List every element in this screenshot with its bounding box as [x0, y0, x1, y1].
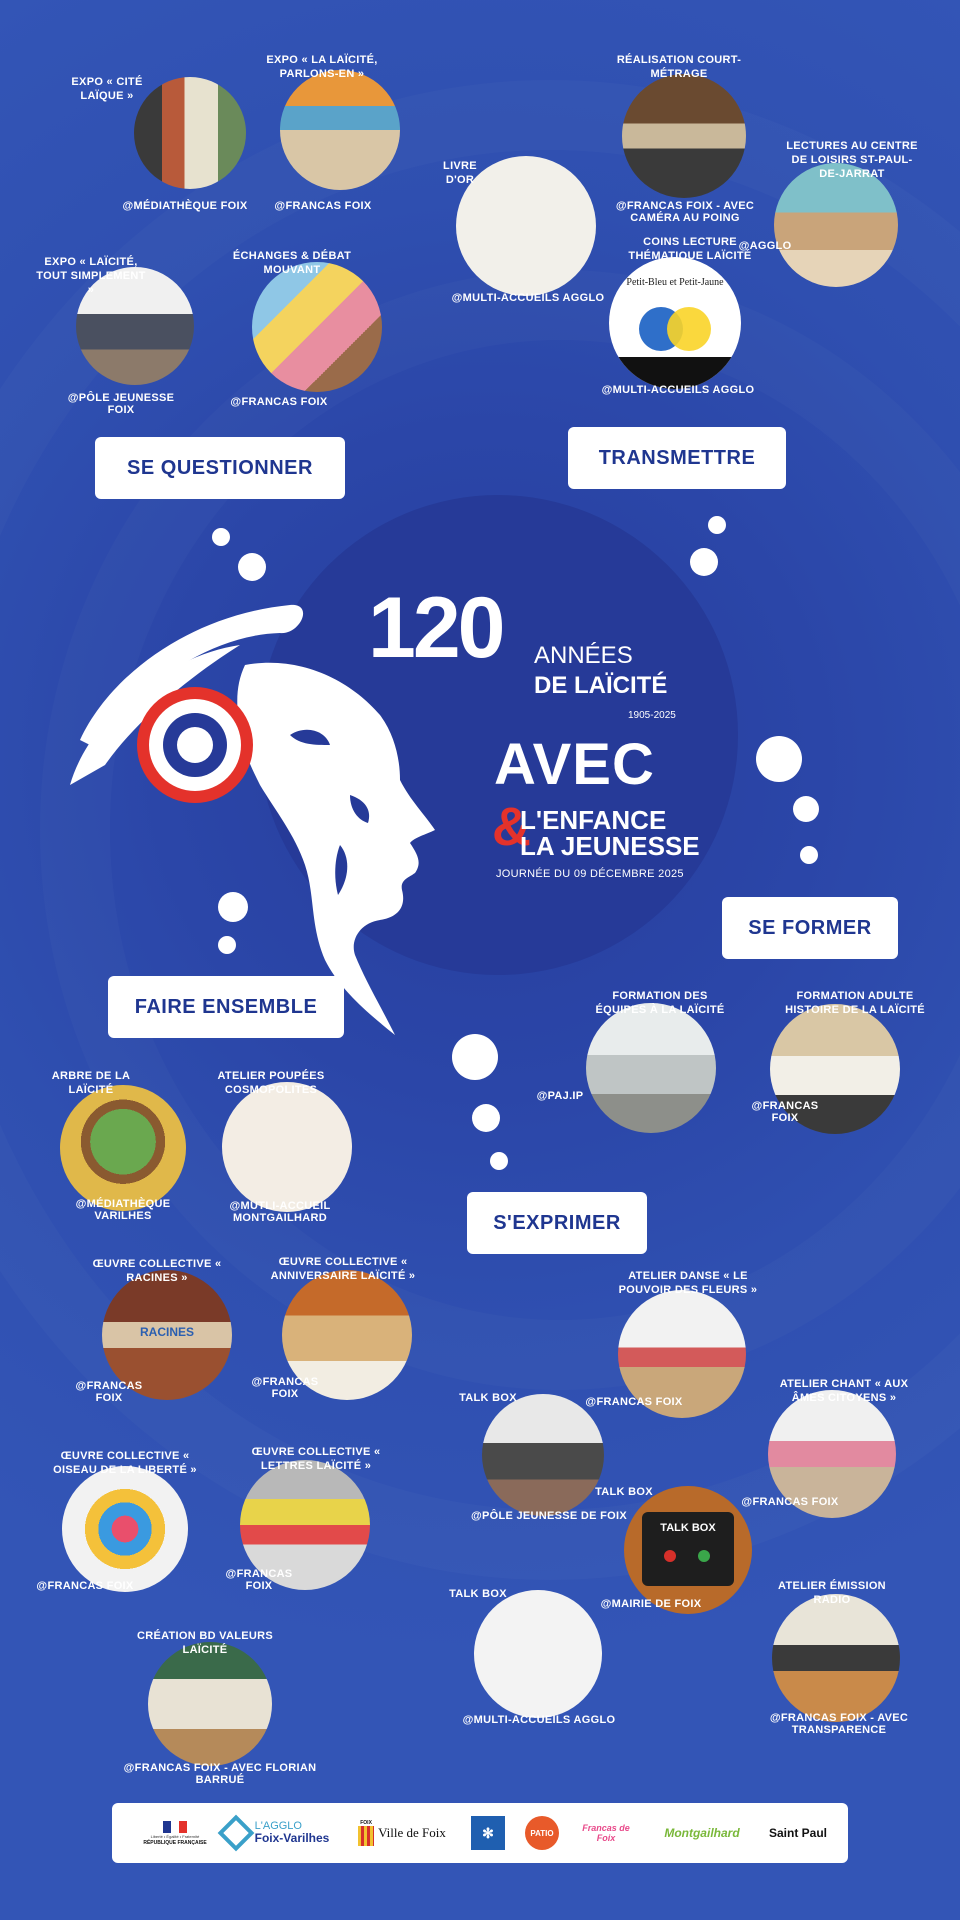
activity-org: @FRANCAS FOIX — [751, 1100, 819, 1124]
activity-title: TALK BOX — [459, 1392, 517, 1404]
partner-logos-bar — [112, 1803, 848, 1863]
activity-org: @AGGLO — [738, 240, 792, 252]
activity-org: @MULTI-ACCUEILS AGGLO — [451, 292, 605, 304]
activity-title: COINS LECTURE THÉMATIQUE LAÏCITÉ — [628, 236, 752, 262]
title-years: 1905-2025 — [628, 710, 676, 721]
activity-title: TALK BOX — [595, 1486, 653, 1498]
title-enfance: L'ENFANCE — [520, 805, 667, 835]
activity-title: ÉCHANGES & DÉBAT MOUVANT — [232, 250, 352, 276]
activity-org: @FRANCAS FOIX — [741, 1496, 839, 1508]
activity-title: ATELIER ÉMISSION RADIO — [778, 1580, 886, 1606]
activity-title: ARBRE DE LA LAÏCITÉ — [51, 1070, 131, 1096]
activity-org: @FRANCAS FOIX — [251, 1376, 319, 1400]
racines-sign: RACINES — [139, 1325, 194, 1339]
title-120: 120 — [368, 580, 503, 676]
activity-org: @MÉDIATHÈQUE FOIX — [122, 200, 248, 212]
activity-org: @FRANCAS FOIX - AVEC TRANSPARENCE — [769, 1712, 909, 1736]
logo-caf — [470, 1815, 506, 1851]
activity-photo — [222, 1082, 352, 1212]
activity-title: EXPO « LAÏCITÉ, TOUT SIMPLEMENT » — [36, 256, 146, 296]
activity-org: @MÉDIATHÈQUE VARILHES — [75, 1198, 171, 1222]
bubble — [793, 796, 819, 822]
logo-patio: PATIO — [522, 1815, 562, 1851]
activity-org: @PÔLE JEUNESSE DE FOIX — [470, 1510, 628, 1522]
yellow-circle-icon — [667, 307, 711, 351]
activity-title: LIVRE D'OR — [443, 160, 477, 186]
green-button-icon — [698, 1550, 710, 1562]
activity-title: ŒUVRE COLLECTIVE « ANNIVERSAIRE LAÏCITÉ » — [270, 1256, 416, 1282]
activity-title: ŒUVRE COLLECTIVE « OISEAU DE LA LIBERTÉ » — [53, 1450, 197, 1476]
title-ampersand: & — [492, 797, 531, 857]
activity-photo — [280, 70, 400, 190]
activity-photo — [609, 257, 741, 389]
activity-photo — [772, 1594, 900, 1722]
activity-photo — [148, 1642, 272, 1766]
bubble — [212, 528, 230, 546]
title-journee: JOURNÉE DU 09 DÉCEMBRE 2025 — [496, 868, 684, 880]
activity-photo — [586, 1003, 716, 1133]
bubble — [708, 516, 726, 534]
activity-photo — [774, 163, 898, 287]
agglo-icon — [217, 1815, 254, 1852]
activity-title: FORMATION ADULTE HISTOIRE DE LA LAÏCITÉ — [785, 990, 925, 1016]
bubble — [800, 846, 818, 864]
activity-title: ATELIER DANSE « LE POUVOIR DES FLEURS » — [618, 1270, 758, 1296]
logo-agglo: L'AGGLO Foix-Varilhes — [222, 1815, 330, 1851]
activity-photo — [622, 74, 746, 198]
activity-org: @FRANCAS FOIX — [274, 200, 372, 212]
activity-photo — [252, 262, 382, 392]
foix-crest-icon — [358, 1826, 374, 1846]
activity-photo — [60, 1085, 186, 1211]
activity-photo — [482, 1394, 604, 1516]
activity-org: @PÔLE JEUNESSE FOIX — [67, 392, 175, 416]
activity-title: ŒUVRE COLLECTIVE « LETTRES LAÏCITÉ » — [251, 1446, 381, 1472]
activity-photo — [474, 1590, 602, 1718]
talk-box-device — [642, 1512, 734, 1586]
bubble — [238, 553, 266, 581]
section-transmettre: TRANSMETTRE — [568, 427, 786, 489]
logo-francas: Francas de Foix — [582, 1823, 630, 1843]
title-jeunesse: LA JEUNESSE — [520, 831, 700, 861]
red-button-icon — [664, 1550, 676, 1562]
bubble — [690, 548, 718, 576]
activity-title: CRÉATION BD VALEURS LAÏCITÉ — [136, 1630, 274, 1656]
activity-org: @FRANCAS FOIX — [36, 1580, 134, 1592]
activity-org: @MAIRIE DE FOIX — [600, 1598, 702, 1610]
activity-title: LECTURES AU CENTRE DE LOISIRS ST-PAUL-DE-JARRAT — [786, 140, 918, 180]
section-se-former: SE FORMER — [722, 897, 898, 959]
activity-org: @MUTLI-ACCUEIL MONTGAILHARD — [229, 1200, 331, 1224]
talk-box-label: TALK BOX — [660, 1522, 716, 1534]
activity-org: @FRANCAS FOIX - AVEC CAMÉRA AU POING — [615, 200, 755, 224]
section-faire-ensemble: FAIRE ENSEMBLE — [108, 976, 344, 1038]
activity-title: TALK BOX — [449, 1588, 507, 1600]
logo-ville-de-foix: FOIX Ville de Foix — [352, 1815, 452, 1851]
activity-title: EXPO « LA LAÏCITÉ, PARLONS-EN » — [266, 54, 378, 80]
activity-org: @FRANCAS FOIX — [585, 1396, 683, 1408]
logo-montgailhard: Montgailhard — [664, 1826, 740, 1840]
logo-saint-paul: Saint Paul — [768, 1826, 827, 1840]
activity-photo — [62, 1466, 188, 1592]
activity-org: @FRANCAS FOIX — [225, 1568, 293, 1592]
logo-republique: Liberté • Égalité • Fraternité RÉPUBLIQUE FRANÇAISE — [142, 1815, 208, 1851]
title-laicite: DE LAÏCITÉ — [534, 672, 668, 699]
bubble — [452, 1034, 498, 1080]
section-s-exprimer: S'EXPRIMER — [467, 1192, 647, 1254]
activity-title: EXPO « CITÉ LAÏQUE » — [71, 76, 143, 102]
activity-org: @PAJ.IP — [536, 1090, 584, 1102]
flag-icon — [163, 1821, 187, 1833]
bubble — [756, 736, 802, 782]
bubble — [490, 1152, 508, 1170]
book-title: Petit-Bleu et Petit-Jaune — [626, 277, 724, 288]
title-avec: AVEC — [494, 732, 655, 797]
activity-org: @MULTI-ACCUEILS AGGLO — [462, 1714, 616, 1726]
activity-title: RÉALISATION COURT-MÉTRAGE — [616, 54, 742, 80]
activity-photo — [624, 1486, 752, 1614]
cocarde-icon — [137, 687, 253, 803]
activity-org: @MULTI-ACCUEILS AGGLO — [601, 384, 755, 396]
activity-title: ATELIER POUPÉES COSMOPOLITES — [217, 1070, 325, 1096]
caf-icon: ✻ — [471, 1816, 505, 1850]
section-se-questionner: SE QUESTIONNER — [95, 437, 345, 499]
bubble — [472, 1104, 500, 1132]
activity-photo — [134, 77, 246, 189]
activity-org: @FRANCAS FOIX — [230, 396, 328, 408]
activity-org: @FRANCAS FOIX — [75, 1380, 143, 1404]
activity-org: @FRANCAS FOIX - AVEC FLORIAN BARRUÉ — [123, 1762, 317, 1786]
activity-title: ŒUVRE COLLECTIVE « RACINES » — [92, 1258, 222, 1284]
title-annees: ANNÉES — [534, 642, 633, 669]
activity-title: ATELIER CHANT « AUX ÂMES CITOYENS » — [779, 1378, 909, 1404]
activity-title: FORMATION DES ÉQUIPES À LA LAÏCITÉ — [595, 990, 725, 1016]
